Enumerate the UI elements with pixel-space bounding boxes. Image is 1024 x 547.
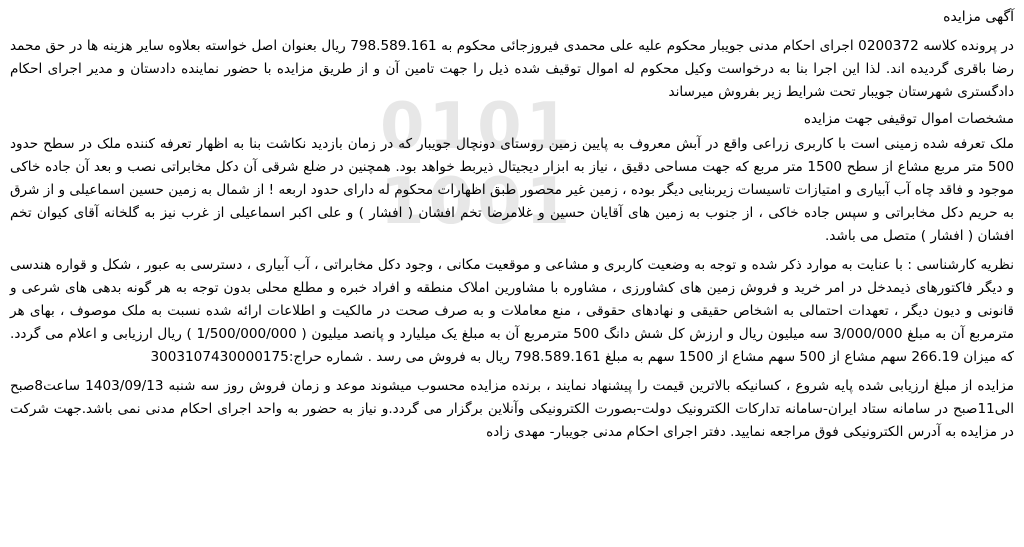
watermark-digits-top: 0101 [380,90,575,164]
watermark-digits-bottom: 1001 [380,165,575,239]
auction-terms: مزایده از مبلغ ارزیابی شده پایه شروع ، کسانیکه بالاترین قیمت را پیشنهاد نمایند ، برنده مزایده محسوب میشوند موعد و زمان فروش روز سه شنبه 1403/09/13 ساعت8صبح الی11صبح در سامانه ستاد ایران-سامانه تدارکات الکترونیک دولت-بصورت الکترونیکی وآنلاین برگزار می گردد.و نیاز به حضور به واحد اجرای احکام مدنی نمی باشد.جهت شرکت در مزایده به آدرس الکترونیکی فوق مراجعه نمایید. دفتر اجرای احکام مدنی جویبار- مهدی زاده [10,378,1015,440]
section-heading: مشخصات اموال توقیفی جهت مزایده [803,111,1014,127]
intro-paragraph: در پرونده کلاسه 0200372 اجرای احکام مدنی جویبار محکوم علیه علی محمدی فیروزجائی محکوم به 798.589.161 ریال بعنوان اصل خواسته بعلاوه سایر هزینه ها در حق محمد رضا باقری گردیده اند. لذا این اجرا بنا به درخواست وکیل محکوم له اموال توقیف شده ذیل را جهت تامین آن و از طریق مزایده با حضور نماینده دادستان و مدیر اجرای احکام دادگستری شهرستان جویبار تحت شرایط زیر بفروش میرساند [10,38,1014,100]
property-description: ملک تعرفه شده زمینی است با کاربری زراعی واقع در آبش معروف به پایین زمین روستای دونچال جویبار که در زمان بازدید نکاشت بنا به اظهار تعرفه کننده ملک در سطح حدود 500 متر مربع مشاع از سطح 1500 متر مربع که جهت مساحی دقیق ، نیاز به ابزار دیجیتال ذیربط خواهد بود. همچنین در ضلع شرقی آن دکل مخابراتی نصب و بعد آن جاده خاکی موجود و فاقد چاه آب آبیاری و امتیازات تاسیسات زیربنایی دیگر بوده ، زمین غیر محصور طبق اظهارات محکوم له دارای حدود اربعه ! از شمال به زمین حسین اسماعیلی و از شرق به حریم دکل مخابراتی و سپس جاده خاکی ، از جنوب به زمین های آقایان حسین و غلامرضا تخم افشان ( افشار ) و علی اکبر اسماعیلی از غرب نیز به گلخانه آقای کیوان تخم افشان ( افشار ) متصل می باشد. [10,136,1014,244]
notice-title: آگهی مزایده [943,9,1014,25]
expert-opinion: نظریه کارشناسی : با عنایت به موارد ذکر شده و توجه به وضعیت کاربری و مشاعی و موقعیت مکانی ، وجود دکل مخابراتی ، آب آبیاری ، دسترسی به عبور ، شکل و قواره هندسی و دیگر فاکتورهای ذیمدخل در امر خرید و فروش زمین های کشاورزی ، مشاوره با مشاورین املاک منطقه و افراد خبره و مطلع محلی بدون توجه به هر گونه بدهی های شرعی و قانونی و دیون دیگر ، تعهدات احتمالی به اشخاص حقیقی و نهادهای حقوقی ، منع معاملات و به صرف صحت در مالکیت و اطلاعات ارائه شده نسبت به ملک موصوف ، بهای هر مترمربع آن به مبلغ 3/000/000 سه میلیون ریال و ارزش کل شش دانگ 500 مترمربع آن به مبلغ یک میلیارد و پانصد میلیون ( 1/500/000/000 ) ریال ارزیابی و اعلام می گردد. که میزان 266.19 سهم مشاع از 500 سهم مشاع از 1500 سهم به مبلغ 798.589.161 ریال به فروش می رسد . شماره حراج:3003107430000175 [10,257,1014,365]
